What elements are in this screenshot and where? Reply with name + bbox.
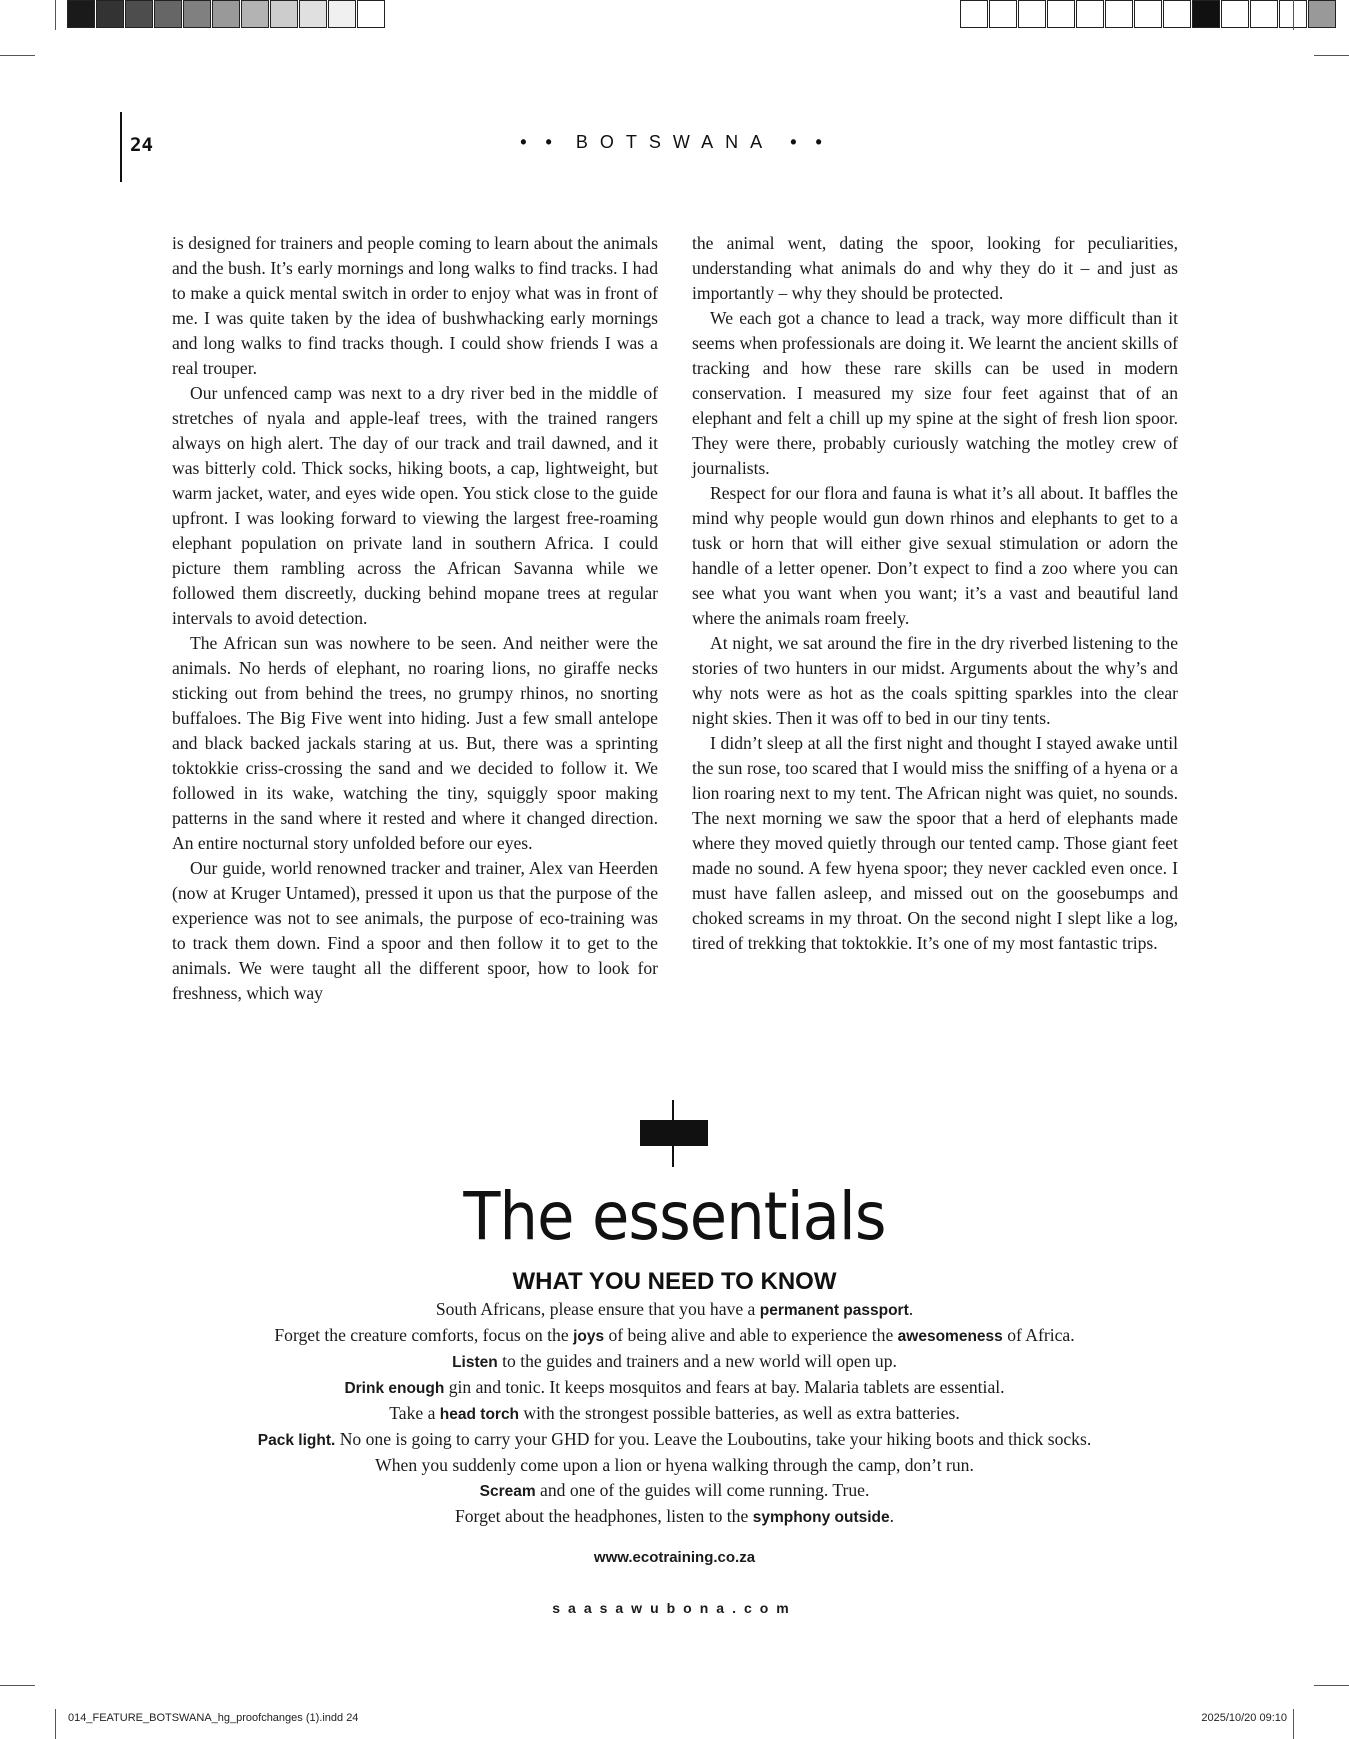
color-swatch [1192, 0, 1220, 28]
color-swatch [1134, 0, 1162, 28]
essentials-list [0, 1297, 1349, 1530]
essentials-item-text: Forget about the headphones, listen to the [454, 1506, 753, 1526]
running-head [0, 132, 1349, 153]
essentials-item-text: of Africa. [1002, 1325, 1075, 1345]
paragraph: Respect for our flora and fauna is what it’s all about. It baffles the mind why people would gun down rhinos and elephants to get to a tusk or horn that will either give sexual stimulation or adorn the handle of a letter opener. Don’t expect to find a zoo where you can see what you want when you want; it’s a vast and beautiful land where the animals roam freely. [692, 483, 1178, 628]
essentials-item-text: Forget the creature comforts, focus on the [274, 1325, 574, 1345]
paragraph: We each got a chance to lead a track, way more difficult than it seems when professionals are doing it. We learnt the ancient skills of tracking and how these rare skills can be used in modern conservation. I measured my size four feet against that of an elephant and felt a chill up my spine at the sight of fresh lion spoor. They were there, probably curiously watching the motley crew of journalists. [692, 308, 1178, 478]
essentials-item [0, 1349, 1349, 1375]
essentials-item [0, 1427, 1349, 1453]
crop-mark [1293, 0, 1294, 30]
essentials-item-text: South Africans, please ensure that you have a [435, 1299, 760, 1319]
running-head-dots-left: • • [520, 132, 559, 152]
crop-mark [55, 0, 56, 30]
paragraph: At night, we sat around the fire in the dry riverbed listening to the stories of two hunters in our midst. Arguments about the why’s and why nots were as hot as the coals spitting sparkles into the clear night skies. Then it was off to bed in our tiny tents. [692, 633, 1178, 728]
color-swatch [1076, 0, 1104, 28]
article-column-right [692, 231, 1178, 1006]
essentials-item-emphasis: awesomeness [897, 1328, 1003, 1345]
paragraph: I didn’t sleep at all the first night and thought I stayed awake until the sun rose, too scared that I would miss the sniffing of a hyena or a lion roaring next to my tent. The African night was quiet, no sounds. The next morning we saw the spoor that a herd of elephants made where they moved quietly through our tented camp. Those giant feet made no sound. A few hyena spoor; they never cackled even once. I must have fallen asleep, and missed out on the goosebumps and choked screams in my throat. On the second night I slept like a log, tired of trekking that toktokkie. It’s one of my most fantastic trips. [692, 733, 1178, 953]
essentials-item-text: Take a [389, 1403, 440, 1423]
slug-date: 2025/10/20 09:10 [1201, 1712, 1287, 1724]
color-swatch [212, 0, 240, 28]
paragraph: the animal went, dating the spoor, looking for peculiarities, understanding what animals do and why they do it – and just as importantly – why they should be protected. [692, 233, 1178, 303]
footer-site: saasawubona.com [552, 1600, 797, 1616]
color-swatch [1018, 0, 1046, 28]
essentials-title: The essentials [463, 1178, 886, 1255]
color-swatch [357, 0, 385, 28]
crop-mark [0, 55, 35, 56]
essentials-item-emphasis: head torch [439, 1406, 520, 1423]
essentials-item [0, 1478, 1349, 1504]
essentials-item-emphasis: permanent passport [759, 1302, 909, 1319]
color-swatch [96, 0, 124, 28]
color-swatch [125, 0, 153, 28]
color-swatch [1105, 0, 1133, 28]
paragraph: is designed for trainers and people coming to learn about the animals and the bush. It’s early mornings and long walks to find tracks. I had to make a quick mental switch in order to enjoy what was in front of me. I was quite taken by the idea of bushwhacking early mornings and long walks to find tracks though. I could show friends I was a real trouper. [172, 233, 658, 378]
essentials-item-emphasis: symphony outside [752, 1509, 890, 1526]
color-swatch [1308, 0, 1336, 28]
color-swatch [67, 0, 95, 28]
color-swatch [241, 0, 269, 28]
color-swatch [299, 0, 327, 28]
running-head-dots-right: • • [790, 132, 829, 152]
essentials-item-emphasis: Scream [479, 1483, 536, 1500]
paragraph: Our guide, world renowned tracker and trainer, Alex van Heerden (now at Kruger Untamed), pressed it upon us that the purpose of the experience was not to see animals, the purpose of eco-training was to track them down. Find a spoor and then follow it to get to the animals. We were taught all the different spoor, how to look for freshness, which way [172, 858, 658, 1003]
essentials-item [0, 1504, 1349, 1530]
crop-mark [1293, 1709, 1294, 1739]
color-bar-right [960, 0, 1337, 30]
color-swatch [328, 0, 356, 28]
essentials-item [0, 1297, 1349, 1323]
paragraph: Our unfenced camp was next to a dry river bed in the middle of stretches of nyala and apple-leaf trees, with the trained rangers always on high alert. The day of our track and trail dawned, and it was bitterly cold. Thick socks, hiking boots, a cap, lightweight, but warm jacket, water, and eyes wide open. You stick close to the guide upfront. I was looking forward to viewing the largest free-roaming elephant population on private land in southern Africa. I could picture them rambling across the African Savanna while we followed them discreetly, ducking behind mopane trees at regular intervals to avoid detection. [172, 383, 658, 628]
essentials-item-emphasis: Drink enough [344, 1380, 445, 1397]
essentials-item [0, 1401, 1349, 1427]
essentials-item [0, 1375, 1349, 1401]
running-head-title: BOTSWANA [575, 132, 774, 152]
crop-mark [0, 1685, 35, 1686]
essentials-item-text: to the guides and trainers and a new world will open up. [497, 1351, 897, 1371]
color-bar-left [67, 0, 386, 30]
essentials-item-text: of being alive and able to experience the [604, 1325, 898, 1345]
essentials-item [0, 1453, 1349, 1478]
essentials-item-text: gin and tonic. It keeps mosquitos and fears at bay. Malaria tablets are essential. [444, 1377, 1005, 1397]
essentials-item-text: No one is going to carry your GHD for you. Leave the Louboutins, take your hiking boots and thick socks. [335, 1429, 1092, 1449]
paragraph: The African sun was nowhere to be seen. And neither were the animals. No herds of elephant, no roaring lions, no giraffe necks sticking out from behind the trees, no grumpy rhinos, no snorting buffaloes. The Big Five went into hiding. Just a few small antelope and black backed jackals staring at us. But, there was a sprinting toktokkie criss-crossing the sand and we decided to follow it. We followed in its wake, watching the tiny, squiggly spoor making patterns in the sand where it rested and where it changed direction. An entire nocturnal story unfolded before our eyes. [172, 633, 658, 853]
essentials-item-text: . [889, 1506, 895, 1526]
color-swatch [1047, 0, 1075, 28]
essentials-item-emphasis: Pack light. [257, 1432, 336, 1449]
crop-mark [1314, 55, 1349, 56]
essentials-item [0, 1323, 1349, 1349]
color-swatch [1163, 0, 1191, 28]
color-swatch [270, 0, 298, 28]
section-divider-block [640, 1120, 708, 1146]
page-number: 24 [130, 134, 153, 156]
article-column-left [172, 231, 658, 1006]
essentials-item-text: . [908, 1299, 914, 1319]
color-swatch [1221, 0, 1249, 28]
website-link[interactable]: www.ecotraining.co.za [593, 1549, 756, 1566]
slug-file: 014_FEATURE_BOTSWANA_hg_proofchanges (1).indd 24 [68, 1712, 359, 1724]
essentials-item-emphasis: joys [573, 1328, 605, 1345]
color-swatch [183, 0, 211, 28]
essentials-item-text: and one of the guides will come running. True. [535, 1480, 870, 1500]
crop-mark [1314, 1685, 1349, 1686]
color-swatch [960, 0, 988, 28]
crop-mark [55, 1709, 56, 1739]
article-body [172, 231, 1178, 1006]
color-swatch [1250, 0, 1278, 28]
essentials-item-text: with the strongest possible batteries, as well as extra batteries. [519, 1403, 960, 1423]
essentials-item-text: When you suddenly come upon a lion or hyena walking through the camp, don’t run. [375, 1455, 974, 1475]
color-swatch [154, 0, 182, 28]
essentials-item-emphasis: Listen [452, 1354, 498, 1371]
essentials-subtitle: WHAT YOU NEED TO KNOW [512, 1268, 837, 1295]
color-swatch [989, 0, 1017, 28]
